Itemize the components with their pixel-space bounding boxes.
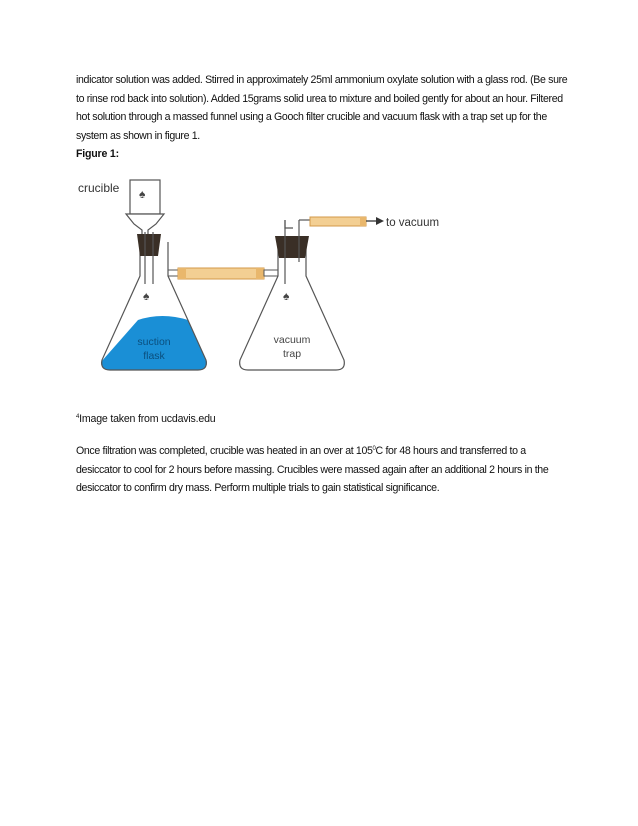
suction-label-line1: suction (137, 336, 171, 348)
svg-text:♠: ♠ (139, 187, 146, 201)
suction-flask-stopper (137, 234, 161, 256)
figure-label: Figure 1: (76, 148, 119, 160)
paragraph-procedure: indicator solution was added. Stirred in approximately 25ml ammonium oxylate solution with a glass rod. (Be sure to rinse rod back into solution). Added 15grams solid urea to mixture and boiled gently for about an hour. Filtered hot solution through a massed funnel using a Gooch filter crucible and vacuum flask with a trap set up for the system as shown in figure 1. (76, 74, 568, 142)
to-vacuum-label: to vacuum (386, 217, 440, 229)
arrow-right-icon (376, 217, 384, 225)
caption-superscript: 4 (76, 414, 80, 420)
filtration-diagram (74, 172, 446, 382)
trap-label-line1: vacuum (273, 334, 311, 346)
paragraph-drying (76, 440, 568, 498)
vacuum-tube (310, 217, 366, 226)
crucible-label: crucible (78, 181, 120, 195)
paragraph2-part2: C for 48 hours and transferred to a desiccator to cool for 2 hours before massing. Crucibles were massed again after an additional 2 hours in the desiccator to confirm dry mass. Perform multiple trials to gain statistical significance. (76, 445, 549, 495)
svg-text:♠: ♠ (143, 289, 150, 303)
caption-text: Image taken from ucdavis.edu (79, 413, 216, 425)
paragraph2-part1: Once filtration was completed, crucible was heated in an over at 105 (76, 445, 373, 457)
connecting-tube (178, 268, 264, 279)
degree-superscript: 0 (372, 446, 376, 452)
figure-filtration-setup (74, 172, 446, 382)
svg-text:♠: ♠ (283, 289, 290, 303)
trap-label-line2: trap (282, 348, 302, 360)
figure-caption (76, 413, 215, 425)
trap-stopper (275, 236, 309, 258)
suction-label-line2: flask (143, 350, 165, 362)
